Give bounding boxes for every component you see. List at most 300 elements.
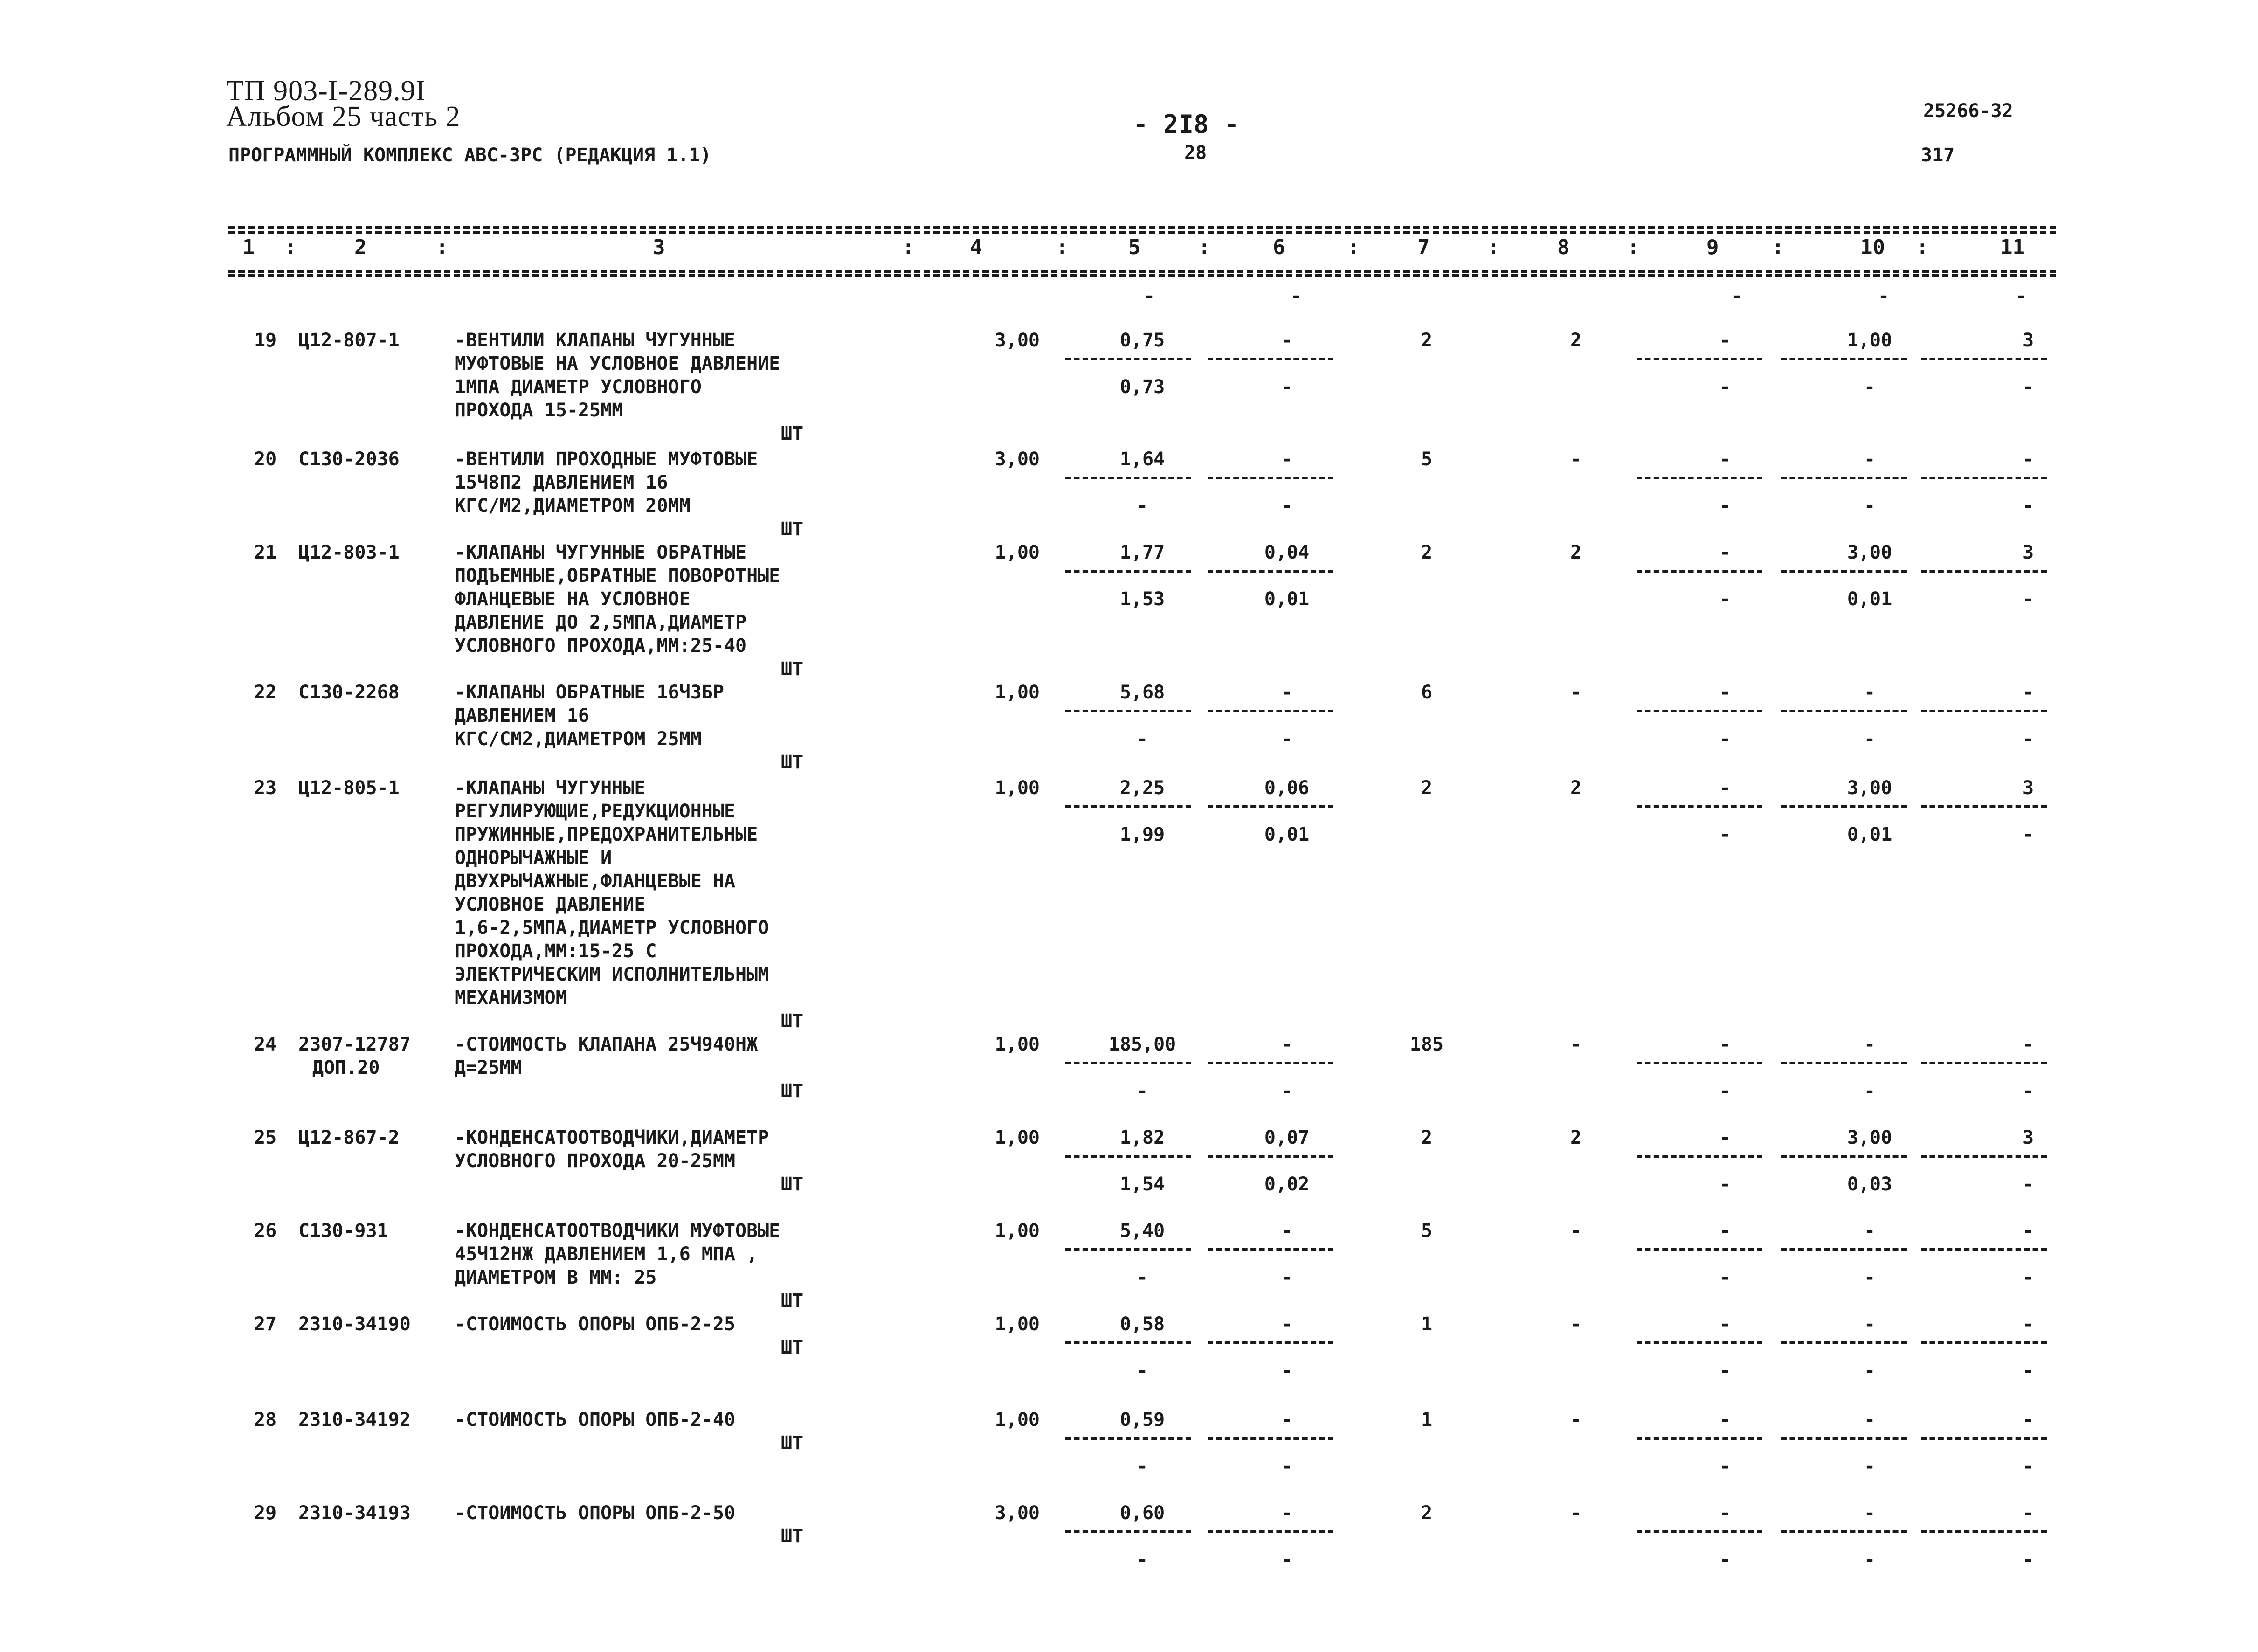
row-col10-top: - bbox=[1864, 1220, 1876, 1242]
row-col7: 2 bbox=[1421, 1502, 1433, 1524]
column-header-3: 3 bbox=[653, 235, 665, 259]
row-quantity: 3,00 bbox=[994, 449, 1040, 470]
row-col9-top: - bbox=[1719, 1127, 1731, 1148]
header-top-rule bbox=[228, 226, 2056, 229]
column-separator: : bbox=[1347, 235, 1360, 259]
row-divider-col9 bbox=[1637, 1341, 1762, 1344]
row-col11-bottom: - bbox=[2022, 1267, 2034, 1288]
row-col6-top: - bbox=[1281, 330, 1293, 351]
row-col6-top: 0,04 bbox=[1264, 542, 1310, 563]
row-unit: ШТ bbox=[781, 1432, 804, 1454]
row-description-line: -СТОИМОСТЬ КЛАПАНА 25Ч940НЖ bbox=[455, 1034, 758, 1055]
row-col10-bottom: - bbox=[1864, 376, 1876, 398]
row-description-line: ДАВЛЕНИЕМ 16 bbox=[455, 705, 589, 726]
row-number: 28 bbox=[254, 1409, 277, 1431]
row-col9-top: - bbox=[1719, 449, 1731, 470]
row-description-line: УСЛОВНОГО ПРОХОДА 20-25ММ bbox=[455, 1150, 736, 1172]
row-col11-bottom: - bbox=[2022, 1360, 2034, 1382]
row-col8: - bbox=[1570, 449, 1582, 470]
document-code: ТП 903-I-289.9I bbox=[226, 75, 426, 107]
row-divider-col11 bbox=[1921, 1155, 2047, 1158]
row-description-line: -КОНДЕНСАТООТВОДЧИКИ МУФТОВЫЕ bbox=[455, 1220, 780, 1242]
column-header-8: 8 bbox=[1557, 235, 1570, 259]
row-description-line: 1,6-2,5МПА,ДИАМЕТР УСЛОВНОГО bbox=[455, 917, 769, 939]
row-description-line: ФЛАНЦЕВЫЕ НА УСЛОВНОЕ bbox=[455, 588, 691, 610]
row-description-line: КГС/М2,ДИАМЕТРОМ 20ММ bbox=[455, 495, 691, 517]
row-divider-col6 bbox=[1208, 1341, 1333, 1344]
row-col9-bottom: - bbox=[1719, 1456, 1731, 1477]
row-divider-col5 bbox=[1065, 1248, 1191, 1251]
row-col10-bottom: - bbox=[1864, 495, 1876, 517]
row-col11-top: - bbox=[2022, 1220, 2034, 1242]
row-divider-col6 bbox=[1208, 1062, 1333, 1064]
row-col7: 2 bbox=[1421, 1127, 1433, 1148]
row-col11-bottom: - bbox=[2022, 728, 2034, 750]
row-code: 2310-34193 bbox=[298, 1502, 411, 1524]
row-divider-col10 bbox=[1781, 570, 1907, 573]
row-col11-top: 3 bbox=[2022, 777, 2034, 799]
row-unit: ШТ bbox=[781, 1174, 804, 1195]
row-description-line: -КЛАПАНЫ ЧУГУННЫЕ bbox=[455, 777, 646, 799]
row-col6-top: - bbox=[1281, 1034, 1293, 1055]
row-col8: 2 bbox=[1570, 777, 1582, 799]
row-divider-col5 bbox=[1065, 477, 1191, 479]
row-col9-top: - bbox=[1719, 1220, 1731, 1242]
row-description-line: 1МПА ДИАМЕТР УСЛОВНОГО bbox=[455, 376, 702, 398]
row-description-line: Д=25ММ bbox=[455, 1057, 522, 1078]
row-unit: ШТ bbox=[781, 1526, 804, 1547]
document-number: 25266-32 bbox=[1923, 100, 2013, 122]
row-col10-bottom: 0,03 bbox=[1847, 1174, 1892, 1195]
row-description bbox=[455, 329, 780, 422]
row-col9-top: - bbox=[1719, 682, 1731, 703]
row-col9-top: - bbox=[1719, 1313, 1731, 1335]
row-col6-top: - bbox=[1281, 682, 1293, 703]
continuation-mark-col6: - bbox=[1290, 285, 1302, 307]
row-unit: ШТ bbox=[781, 518, 804, 540]
row-col10-top: 3,00 bbox=[1847, 542, 1892, 563]
row-col11-top: - bbox=[2022, 1034, 2034, 1055]
row-code: С130-2036 bbox=[298, 449, 400, 470]
column-header-9: 9 bbox=[1706, 235, 1719, 259]
row-col5-bottom: 0,73 bbox=[1119, 376, 1165, 398]
row-col8: - bbox=[1570, 1220, 1582, 1242]
row-col11-top: 3 bbox=[2022, 542, 2034, 563]
row-col6-bottom: - bbox=[1281, 1549, 1293, 1570]
row-col5-bottom: - bbox=[1136, 728, 1148, 750]
row-col10-bottom: - bbox=[1864, 1360, 1876, 1382]
row-col7: 1 bbox=[1421, 1409, 1433, 1431]
row-quantity: 1,00 bbox=[994, 1034, 1040, 1055]
row-divider-col6 bbox=[1208, 805, 1333, 808]
row-col10-bottom: - bbox=[1864, 1456, 1876, 1477]
row-unit: ШТ bbox=[781, 1080, 804, 1102]
row-col9-bottom: - bbox=[1719, 824, 1731, 845]
row-col10-top: - bbox=[1864, 1409, 1876, 1431]
row-col10-top: 3,00 bbox=[1847, 1127, 1892, 1148]
row-col6-bottom: - bbox=[1281, 376, 1293, 398]
row-divider-col5 bbox=[1065, 1530, 1191, 1533]
row-col7: 2 bbox=[1421, 542, 1433, 563]
row-col6-top: - bbox=[1281, 1313, 1293, 1335]
row-description-line: -КЛАПАНЫ ЧУГУННЫЕ ОБРАТНЫЕ bbox=[455, 542, 747, 563]
row-col9-bottom: - bbox=[1719, 1549, 1731, 1570]
row-col9-top: - bbox=[1719, 330, 1731, 351]
row-col6-top: 0,07 bbox=[1264, 1127, 1310, 1148]
header-bottom-rule bbox=[228, 270, 2056, 273]
row-col5-bottom: 1,53 bbox=[1119, 588, 1165, 610]
row-col8: 2 bbox=[1570, 542, 1582, 563]
row-quantity: 1,00 bbox=[994, 777, 1040, 799]
row-divider-col6 bbox=[1208, 1437, 1333, 1440]
row-code: 2307-12787 bbox=[298, 1034, 411, 1055]
row-divider-col10 bbox=[1781, 477, 1907, 479]
row-col6-top: - bbox=[1281, 1220, 1293, 1242]
row-description bbox=[455, 541, 780, 657]
row-divider-col5 bbox=[1065, 1437, 1191, 1440]
row-col5-top: 1,77 bbox=[1119, 542, 1165, 563]
row-number: 23 bbox=[254, 777, 277, 799]
row-col5-bottom: - bbox=[1136, 1549, 1148, 1570]
row-number: 20 bbox=[254, 449, 277, 470]
row-code: Ц12-805-1 bbox=[298, 777, 400, 799]
row-description-line: -КЛАПАНЫ ОБРАТНЫЕ 16Ч3БР bbox=[455, 682, 724, 703]
column-separator: : bbox=[1056, 235, 1069, 259]
row-col7: 2 bbox=[1421, 330, 1433, 351]
row-col11-top: 3 bbox=[2022, 1127, 2034, 1148]
row-description-line: 15Ч8П2 ДАВЛЕНИЕМ 16 bbox=[455, 472, 668, 493]
row-col8: - bbox=[1570, 1409, 1582, 1431]
row-col8: - bbox=[1570, 1502, 1582, 1524]
row-col5-top: 2,25 bbox=[1119, 777, 1165, 799]
row-col7: 1 bbox=[1421, 1313, 1433, 1335]
continuation-mark-col5: - bbox=[1143, 285, 1155, 307]
row-divider-col10 bbox=[1781, 1437, 1907, 1440]
row-divider-col5 bbox=[1065, 570, 1191, 573]
row-col6-top: - bbox=[1281, 1409, 1293, 1431]
row-col11-top: - bbox=[2022, 682, 2034, 703]
row-number: 29 bbox=[254, 1502, 277, 1524]
row-col9-bottom: - bbox=[1719, 1360, 1731, 1382]
row-divider-col11 bbox=[1921, 1437, 2047, 1440]
row-col9-top: - bbox=[1719, 1034, 1731, 1055]
row-col11-bottom: - bbox=[2022, 588, 2034, 610]
row-divider-col5 bbox=[1065, 1155, 1191, 1158]
row-col10-top: - bbox=[1864, 682, 1876, 703]
program-title: ПРОГРАММНЫЙ КОМПЛЕКС АВС-3РС (РЕДАКЦИЯ 1.1) bbox=[228, 145, 711, 166]
row-divider-col11 bbox=[1921, 1341, 2047, 1344]
row-quantity: 1,00 bbox=[994, 1409, 1040, 1431]
row-description-line: ДВУХРЫЧАЖНЫЕ,ФЛАНЦЕВЫЕ НА bbox=[455, 871, 736, 892]
row-col6-bottom: - bbox=[1281, 1456, 1293, 1477]
row-col5-bottom: - bbox=[1136, 1267, 1148, 1288]
row-description-line: ОДНОРЫЧАЖНЫЕ И bbox=[455, 847, 612, 869]
row-col8: - bbox=[1570, 682, 1582, 703]
column-separator: : bbox=[1198, 235, 1211, 259]
row-col10-top: - bbox=[1864, 1502, 1876, 1524]
row-description-line: ДАВЛЕНИЕ ДО 2,5МПА,ДИАМЕТР bbox=[455, 612, 747, 633]
row-code: Ц12-807-1 bbox=[298, 330, 400, 351]
row-description bbox=[455, 448, 758, 518]
row-col9-bottom: - bbox=[1719, 588, 1731, 610]
row-number: 21 bbox=[254, 542, 277, 563]
row-divider-col5 bbox=[1065, 358, 1191, 360]
row-divider-col10 bbox=[1781, 1062, 1907, 1064]
row-description-line: ПРОХОДА 15-25ММ bbox=[455, 400, 623, 421]
row-col6-top: - bbox=[1281, 1502, 1293, 1524]
row-divider-col11 bbox=[1921, 1062, 2047, 1064]
row-divider-col11 bbox=[1921, 477, 2047, 479]
row-description bbox=[455, 681, 724, 751]
row-divider-col10 bbox=[1781, 805, 1907, 808]
row-col6-bottom: - bbox=[1281, 1080, 1293, 1102]
row-col9-bottom: - bbox=[1719, 1267, 1731, 1288]
row-col5-top: 1,64 bbox=[1119, 449, 1165, 470]
row-description bbox=[455, 1126, 769, 1173]
row-col9-bottom: - bbox=[1719, 376, 1731, 398]
row-number: 25 bbox=[254, 1127, 277, 1148]
row-description-line: -СТОИМОСТЬ ОПОРЫ ОПБ-2-40 bbox=[455, 1409, 736, 1431]
row-col10-top: 3,00 bbox=[1847, 777, 1892, 799]
row-col9-bottom: - bbox=[1719, 495, 1731, 517]
row-col6-bottom: - bbox=[1281, 1267, 1293, 1288]
row-number: 24 bbox=[254, 1034, 277, 1055]
row-col6-bottom: 0,02 bbox=[1264, 1174, 1310, 1195]
row-code: С130-931 bbox=[298, 1220, 388, 1242]
row-col11-bottom: - bbox=[2022, 1080, 2034, 1102]
row-description bbox=[455, 1313, 735, 1336]
column-header-7: 7 bbox=[1417, 235, 1430, 259]
row-col6-top: 0,06 bbox=[1264, 777, 1310, 799]
row-divider-col6 bbox=[1208, 1248, 1333, 1251]
row-col11-top: - bbox=[2022, 1313, 2034, 1335]
column-separator: : bbox=[1916, 235, 1929, 259]
row-col11-bottom: - bbox=[2022, 824, 2034, 845]
row-description-line: МЕХАНИЗМОМ bbox=[455, 987, 567, 1009]
row-divider-col10 bbox=[1781, 1341, 1907, 1344]
row-quantity: 1,00 bbox=[994, 682, 1040, 703]
row-description-line: МУФТОВЫЕ НА УСЛОВНОЕ ДАВЛЕНИЕ bbox=[455, 353, 780, 374]
row-col11-top: - bbox=[2022, 1409, 2034, 1431]
row-col6-bottom: 0,01 bbox=[1264, 588, 1310, 610]
row-divider-col11 bbox=[1921, 710, 2047, 712]
row-col9-top: - bbox=[1719, 542, 1731, 563]
column-header-6: 6 bbox=[1273, 235, 1285, 259]
continuation-mark-col9: - bbox=[1731, 285, 1743, 307]
row-col10-bottom: 0,01 bbox=[1847, 588, 1892, 610]
row-divider-col5 bbox=[1065, 1062, 1191, 1064]
row-unit: ШТ bbox=[781, 1290, 804, 1312]
row-divider-col9 bbox=[1637, 1248, 1762, 1251]
row-divider-col9 bbox=[1637, 477, 1762, 479]
row-quantity: 1,00 bbox=[994, 1127, 1040, 1148]
row-divider-col9 bbox=[1637, 570, 1762, 573]
row-description-line: 45Ч12НЖ ДАВЛЕНИЕМ 1,6 МПА , bbox=[455, 1244, 758, 1265]
row-col7: 185 bbox=[1409, 1034, 1444, 1055]
row-description-line: ПРОХОДА,ММ:15-25 С bbox=[455, 940, 657, 962]
column-header-4: 4 bbox=[970, 235, 982, 259]
row-col5-top: 5,68 bbox=[1119, 682, 1165, 703]
row-description-line: -КОНДЕНСАТООТВОДЧИКИ,ДИАМЕТР bbox=[455, 1127, 769, 1148]
row-col5-bottom: 1,99 bbox=[1119, 824, 1165, 845]
row-col11-bottom: - bbox=[2022, 1456, 2034, 1477]
row-col9-top: - bbox=[1719, 1502, 1731, 1524]
row-description-line: УСЛОВНОЕ ДАВЛЕНИЕ bbox=[455, 894, 646, 915]
row-divider-col6 bbox=[1208, 710, 1333, 712]
row-code: 2310-34192 bbox=[298, 1409, 411, 1431]
row-divider-col11 bbox=[1921, 358, 2047, 360]
row-code: Ц12-867-2 bbox=[298, 1127, 400, 1148]
row-col7: 5 bbox=[1421, 1220, 1433, 1242]
row-col9-bottom: - bbox=[1719, 1174, 1731, 1195]
row-quantity: 1,00 bbox=[994, 1220, 1040, 1242]
row-description bbox=[455, 1033, 758, 1079]
row-description-line: КГС/СМ2,ДИАМЕТРОМ 25ММ bbox=[455, 728, 702, 750]
row-divider-col11 bbox=[1921, 1248, 2047, 1251]
row-col5-bottom: - bbox=[1136, 495, 1148, 517]
row-quantity: 1,00 bbox=[994, 542, 1040, 563]
album-label: Альбом 25 часть 2 bbox=[226, 101, 461, 132]
row-divider-col11 bbox=[1921, 1530, 2047, 1533]
column-header-2: 2 bbox=[354, 235, 367, 259]
row-description-line: -СТОИМОСТЬ ОПОРЫ ОПБ-2-25 bbox=[455, 1313, 736, 1335]
row-description-line: РЕГУЛИРУЮЩИЕ,РЕДУКЦИОННЫЕ bbox=[455, 801, 736, 822]
row-divider-col6 bbox=[1208, 570, 1333, 573]
column-separator: : bbox=[1772, 235, 1784, 259]
row-description-line: -ВЕНТИЛИ КЛАПАНЫ ЧУГУННЫЕ bbox=[455, 330, 736, 351]
row-description-line: ПОДЪЕМНЫЕ,ОБРАТНЫЕ ПОВОРОТНЫЕ bbox=[455, 565, 780, 587]
column-separator: : bbox=[1487, 235, 1500, 259]
sheet-number: 28 bbox=[1184, 142, 1207, 164]
row-description bbox=[455, 776, 769, 1009]
page-number: - 2I8 - bbox=[1133, 110, 1239, 139]
row-col9-bottom: - bbox=[1719, 1080, 1731, 1102]
row-divider-col9 bbox=[1637, 805, 1762, 808]
row-description-line: УСЛОВНОГО ПРОХОДА,ММ:25-40 bbox=[455, 635, 747, 657]
row-col10-bottom: - bbox=[1864, 1549, 1876, 1570]
row-col5-bottom: - bbox=[1136, 1456, 1148, 1477]
row-description bbox=[455, 1408, 735, 1431]
row-divider-col6 bbox=[1208, 1530, 1333, 1533]
row-number: 22 bbox=[254, 682, 277, 703]
continuation-mark-col11: - bbox=[2015, 285, 2027, 307]
continuation-mark-col10: - bbox=[1878, 285, 1890, 307]
row-col5-bottom: 1,54 bbox=[1119, 1174, 1165, 1195]
row-col5-top: 0,59 bbox=[1119, 1409, 1165, 1431]
row-col6-top: - bbox=[1281, 449, 1293, 470]
row-divider-col6 bbox=[1208, 477, 1333, 479]
row-unit: ШТ bbox=[781, 1337, 804, 1358]
row-col5-top: 185,00 bbox=[1108, 1034, 1176, 1055]
row-unit: ШТ bbox=[781, 752, 804, 773]
row-col5-top: 5,40 bbox=[1119, 1220, 1165, 1242]
row-divider-col5 bbox=[1065, 710, 1191, 712]
row-divider-col11 bbox=[1921, 570, 2047, 573]
row-unit: ШТ bbox=[781, 1010, 804, 1032]
row-divider-col10 bbox=[1781, 710, 1907, 712]
row-description-line: ДИАМЕТРОМ В ММ: 25 bbox=[455, 1267, 657, 1288]
row-col11-top: - bbox=[2022, 449, 2034, 470]
row-col7: 6 bbox=[1421, 682, 1433, 703]
row-col10-top: - bbox=[1864, 1034, 1876, 1055]
row-number: 26 bbox=[254, 1220, 277, 1242]
row-unit: ШТ bbox=[781, 423, 804, 444]
row-code: 2310-34190 bbox=[298, 1313, 411, 1335]
row-col9-bottom: - bbox=[1719, 728, 1731, 750]
row-col10-top: 1,00 bbox=[1847, 330, 1892, 351]
row-col8: - bbox=[1570, 1313, 1582, 1335]
row-col11-bottom: - bbox=[2022, 1174, 2034, 1195]
row-col10-top: - bbox=[1864, 449, 1876, 470]
row-col10-bottom: - bbox=[1864, 1267, 1876, 1288]
row-col10-top: - bbox=[1864, 1313, 1876, 1335]
row-col7: 5 bbox=[1421, 449, 1433, 470]
row-col11-top: - bbox=[2022, 1502, 2034, 1524]
row-unit: ШТ bbox=[781, 658, 804, 680]
column-separator: : bbox=[1627, 235, 1640, 259]
row-col5-top: 1,82 bbox=[1119, 1127, 1165, 1148]
row-description-line: -СТОИМОСТЬ ОПОРЫ ОПБ-2-50 bbox=[455, 1502, 736, 1524]
row-col8: - bbox=[1570, 1034, 1582, 1055]
row-divider-col10 bbox=[1781, 1155, 1907, 1158]
row-divider-col6 bbox=[1208, 358, 1333, 360]
column-separator: : bbox=[284, 235, 297, 259]
row-col10-bottom: 0,01 bbox=[1847, 824, 1892, 845]
row-col5-top: 0,58 bbox=[1119, 1313, 1165, 1335]
row-col6-bottom: - bbox=[1281, 728, 1293, 750]
row-col5-top: 0,75 bbox=[1119, 330, 1165, 351]
row-col6-bottom: - bbox=[1281, 495, 1293, 517]
row-col5-bottom: - bbox=[1136, 1080, 1148, 1102]
row-col11-bottom: - bbox=[2022, 376, 2034, 398]
row-divider-col9 bbox=[1637, 1155, 1762, 1158]
row-description-line: -ВЕНТИЛИ ПРОХОДНЫЕ МУФТОВЫЕ bbox=[455, 449, 758, 470]
column-header-10: 10 bbox=[1860, 235, 1885, 259]
row-divider-col9 bbox=[1637, 1062, 1762, 1064]
column-header-11: 11 bbox=[2000, 235, 2025, 259]
row-description-line: ПРУЖИННЫЕ,ПРЕДОХРАНИТЕЛЬНЫЕ bbox=[455, 824, 758, 845]
row-col7: 2 bbox=[1421, 777, 1433, 799]
row-divider-col9 bbox=[1637, 710, 1762, 712]
row-number: 19 bbox=[254, 330, 277, 351]
row-divider-col11 bbox=[1921, 805, 2047, 808]
row-number: 27 bbox=[254, 1313, 277, 1335]
sheet-index: 317 bbox=[1921, 145, 1955, 166]
row-divider-col9 bbox=[1637, 1437, 1762, 1440]
column-header-1: 1 bbox=[242, 235, 255, 259]
row-col9-top: - bbox=[1719, 1409, 1731, 1431]
row-divider-col10 bbox=[1781, 1248, 1907, 1251]
row-col5-top: 0,60 bbox=[1119, 1502, 1165, 1524]
row-col11-bottom: - bbox=[2022, 1549, 2034, 1570]
row-col11-top: 3 bbox=[2022, 330, 2034, 351]
row-col5-bottom: - bbox=[1136, 1360, 1148, 1382]
row-divider-col10 bbox=[1781, 1530, 1907, 1533]
row-divider-col5 bbox=[1065, 1341, 1191, 1344]
row-col9-top: - bbox=[1719, 777, 1731, 799]
row-divider-col9 bbox=[1637, 358, 1762, 360]
row-divider-col5 bbox=[1065, 805, 1191, 808]
row-divider-col9 bbox=[1637, 1530, 1762, 1533]
header-top-rule-2 bbox=[228, 231, 2056, 234]
header-bottom-rule-2 bbox=[228, 274, 2056, 277]
row-divider-col6 bbox=[1208, 1155, 1333, 1158]
row-col10-bottom: - bbox=[1864, 728, 1876, 750]
row-code: Ц12-803-1 bbox=[298, 542, 400, 563]
column-separator: : bbox=[436, 235, 449, 259]
row-quantity: 3,00 bbox=[994, 1502, 1040, 1524]
row-col11-bottom: - bbox=[2022, 495, 2034, 517]
